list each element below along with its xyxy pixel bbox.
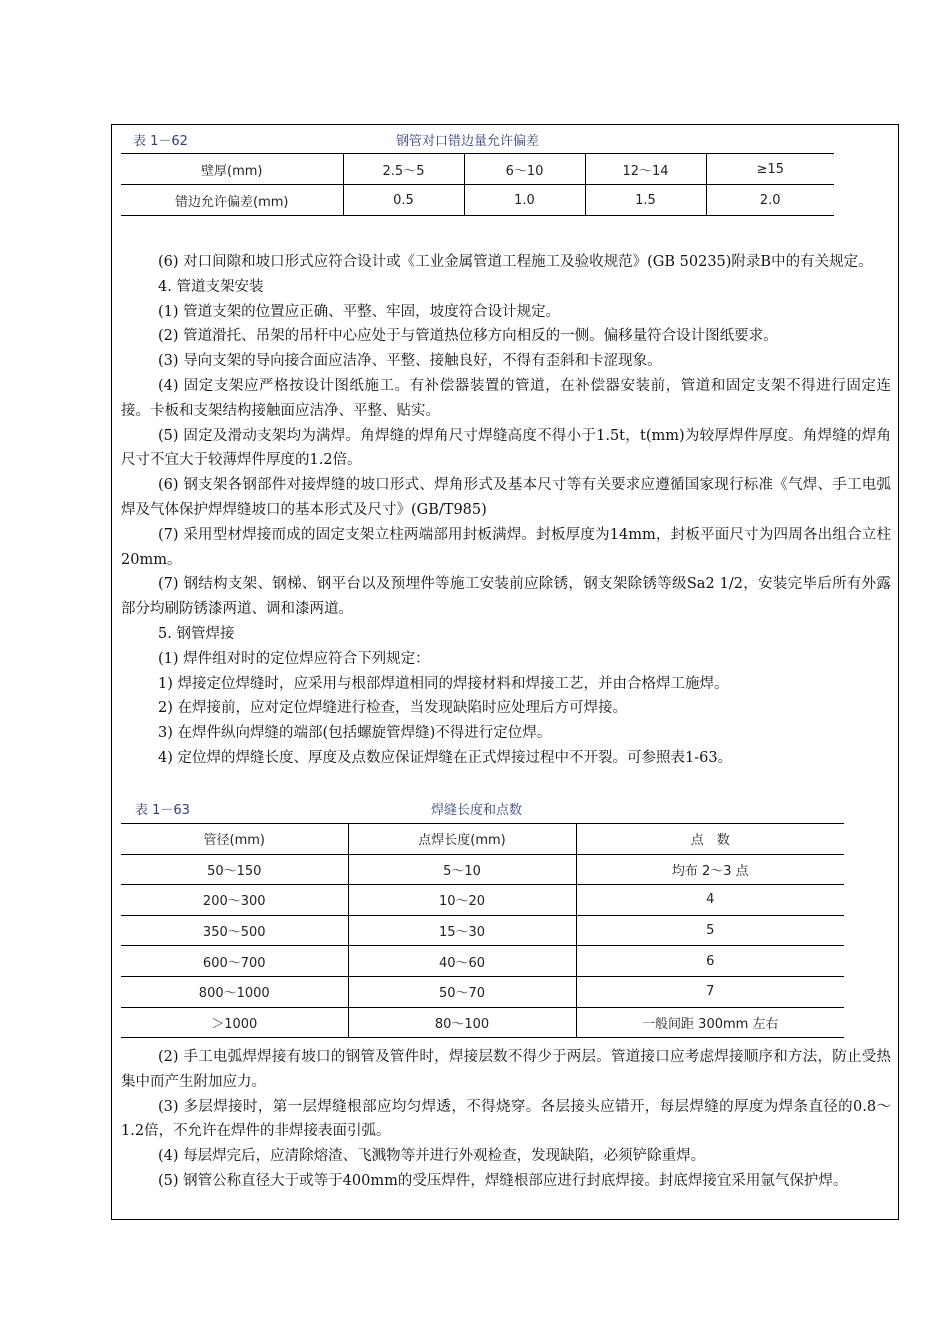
table-cell: 15～30 bbox=[348, 915, 576, 946]
table-cell: 600～700 bbox=[121, 946, 348, 977]
table-row bbox=[121, 946, 844, 977]
table-cell: 1.0 bbox=[464, 185, 585, 216]
table-cell: 错边允许偏差(mm) bbox=[121, 185, 343, 216]
paragraph: (1) 焊件组对时的定位焊应符合下列规定： bbox=[158, 650, 430, 667]
table-row bbox=[121, 915, 844, 946]
paragraph: (5) 钢管公称直径大于或等于400mm的受压焊件，焊缝根部应进行封底焊接。封底焊接宜采用氩气保护焊。 bbox=[158, 1172, 848, 1189]
table-cell: 均布 2～3 点 bbox=[576, 854, 844, 885]
paragraph: (2) 手工电弧焊焊接有坡口的钢管及管件时，焊接层数不得少于两层。管道接口应考虑焊接顺序和方法，防止受热集中而产生附加应力。 bbox=[121, 1049, 891, 1090]
table-header-cell: 管径(mm) bbox=[121, 824, 348, 855]
paragraph: 4) 定位焊的焊缝长度、厚度及点数应保证焊缝在正式焊接过程中不开裂。可参照表1-63。 bbox=[158, 749, 733, 766]
table-row bbox=[121, 1007, 844, 1038]
section-heading: 5. 钢管焊接 bbox=[158, 625, 235, 642]
table-cell: 80～100 bbox=[348, 1007, 576, 1038]
paragraph: (4) 每层焊完后，应清除熔渣、飞溅物等并进行外观检查，发现缺陷，必须铲除重焊。 bbox=[158, 1148, 706, 1165]
paragraph: (6) 钢支架各钢部件对接焊缝的坡口形式、焊角形式及基本尺寸等有关要求应遵循国家现行标准《气焊、手工电弧焊及气体保护焊焊缝坡口的基本形式及尺寸》(GB/T985) bbox=[121, 477, 891, 518]
paragraph: (7) 钢结构支架、钢梯、钢平台以及预埋件等施工安装前应除锈，钢支架除锈等级Sa2 1/2，安装完毕后所有外露部分均刷防锈漆两道、调和漆两道。 bbox=[121, 576, 891, 618]
table-cell: 200～300 bbox=[121, 885, 348, 916]
table-cell: 800～1000 bbox=[121, 976, 348, 1007]
section-heading: 4. 管道支架安装 bbox=[158, 278, 264, 295]
table-62-title: 钢管对口错边量允许偏差 bbox=[396, 134, 540, 149]
table-cell: 40～60 bbox=[348, 946, 576, 977]
table-cell: 50～150 bbox=[121, 854, 348, 885]
paragraph: (1) 管道支架的位置应正确、平整、牢固，坡度符合设计规定。 bbox=[158, 303, 561, 320]
table-cell: ＞1000 bbox=[121, 1007, 348, 1038]
table-62-label: 表 1－62 bbox=[133, 134, 188, 149]
table-63-label: 表 1－63 bbox=[135, 803, 190, 818]
body-text-1 bbox=[121, 250, 891, 771]
table-cell: 一般间距 300mm 左右 bbox=[576, 1007, 844, 1038]
table-cell: 4 bbox=[576, 885, 844, 916]
paragraph: (5) 固定及滑动支架均为满焊。角焊缝的焊角尺寸焊缝高度不得小于1.5t，t(mm)为较厚焊件厚度。角焊缝的焊角尺寸不宜大于较薄焊件厚度的1.2倍。 bbox=[121, 427, 891, 469]
table-cell: 2.5～5 bbox=[343, 154, 464, 185]
body-text-2 bbox=[121, 1045, 891, 1194]
table-row bbox=[121, 976, 844, 1007]
paragraph: 2) 在焊接前，应对定位焊缝进行检查，当发现缺陷时应处理后方可焊接。 bbox=[158, 700, 627, 717]
table-cell: 0.5 bbox=[343, 185, 464, 216]
table-cell: 1.5 bbox=[585, 185, 706, 216]
table-row bbox=[121, 154, 834, 185]
paragraph: 3) 在焊件纵向焊缝的端部(包括螺旋管焊缝)不得进行定位焊。 bbox=[158, 725, 552, 742]
paragraph: (7) 采用型材焊接而成的固定支架立柱两端部用封板满焊。封板厚度为14mm，封板平面尺寸为四周各出组合立柱20mm。 bbox=[121, 526, 891, 568]
paragraph: (6) 对口间隙和坡口形式应符合设计或《工业金属管道工程施工及验收规范》(GB 50235)附录B中的有关规定。 bbox=[158, 254, 873, 270]
table-cell: 10～20 bbox=[348, 885, 576, 916]
table-cell: 50～70 bbox=[348, 976, 576, 1007]
table-header-row bbox=[121, 824, 844, 855]
paragraph: (3) 导向支架的导向接合面应洁净、平整、接触良好，不得有歪斜和卡涩现象。 bbox=[158, 353, 662, 370]
table-header-cell: 点焊长度(mm) bbox=[348, 824, 576, 855]
table-cell: 5～10 bbox=[348, 854, 576, 885]
table-cell: 壁厚(mm) bbox=[121, 154, 343, 185]
table-header-cell: 点 数 bbox=[576, 824, 844, 855]
paragraph: 1) 焊接定位焊缝时，应采用与根部焊道相同的焊接材料和焊接工艺，并由合格焊工施焊。 bbox=[158, 675, 729, 692]
paragraph: (3) 多层焊接时，第一层焊缝根部应均匀焊透，不得烧穿。各层接头应错开，每层焊缝的厚度为焊条直径的0.8～1.2倍，不允许在焊件的非焊接表面引弧。 bbox=[121, 1098, 891, 1140]
table-62 bbox=[121, 153, 834, 216]
table-cell: ≥15 bbox=[706, 154, 834, 185]
table-cell: 6 bbox=[576, 946, 844, 977]
table-cell: 2.0 bbox=[706, 185, 834, 216]
table-63 bbox=[121, 823, 844, 1038]
table-row bbox=[121, 885, 844, 916]
table-cell: 5 bbox=[576, 915, 844, 946]
table-cell: 7 bbox=[576, 976, 844, 1007]
paragraph: (4) 固定支架应严格按设计图纸施工。有补偿器装置的管道，在补偿器安装前，管道和固定支架不得进行固定连接。卡板和支架结构接触面应洁净、平整、贴实。 bbox=[121, 377, 891, 419]
table-cell: 350～500 bbox=[121, 915, 348, 946]
table-row bbox=[121, 185, 834, 216]
table-cell: 6～10 bbox=[464, 154, 585, 185]
table-row bbox=[121, 854, 844, 885]
paragraph: (2) 管道滑托、吊架的吊杆中心应处于与管道热位移方向相反的一侧。偏移量符合设计图纸要求。 bbox=[158, 328, 778, 345]
table-cell: 12～14 bbox=[585, 154, 706, 185]
table-63-title: 焊缝长度和点数 bbox=[431, 803, 523, 818]
